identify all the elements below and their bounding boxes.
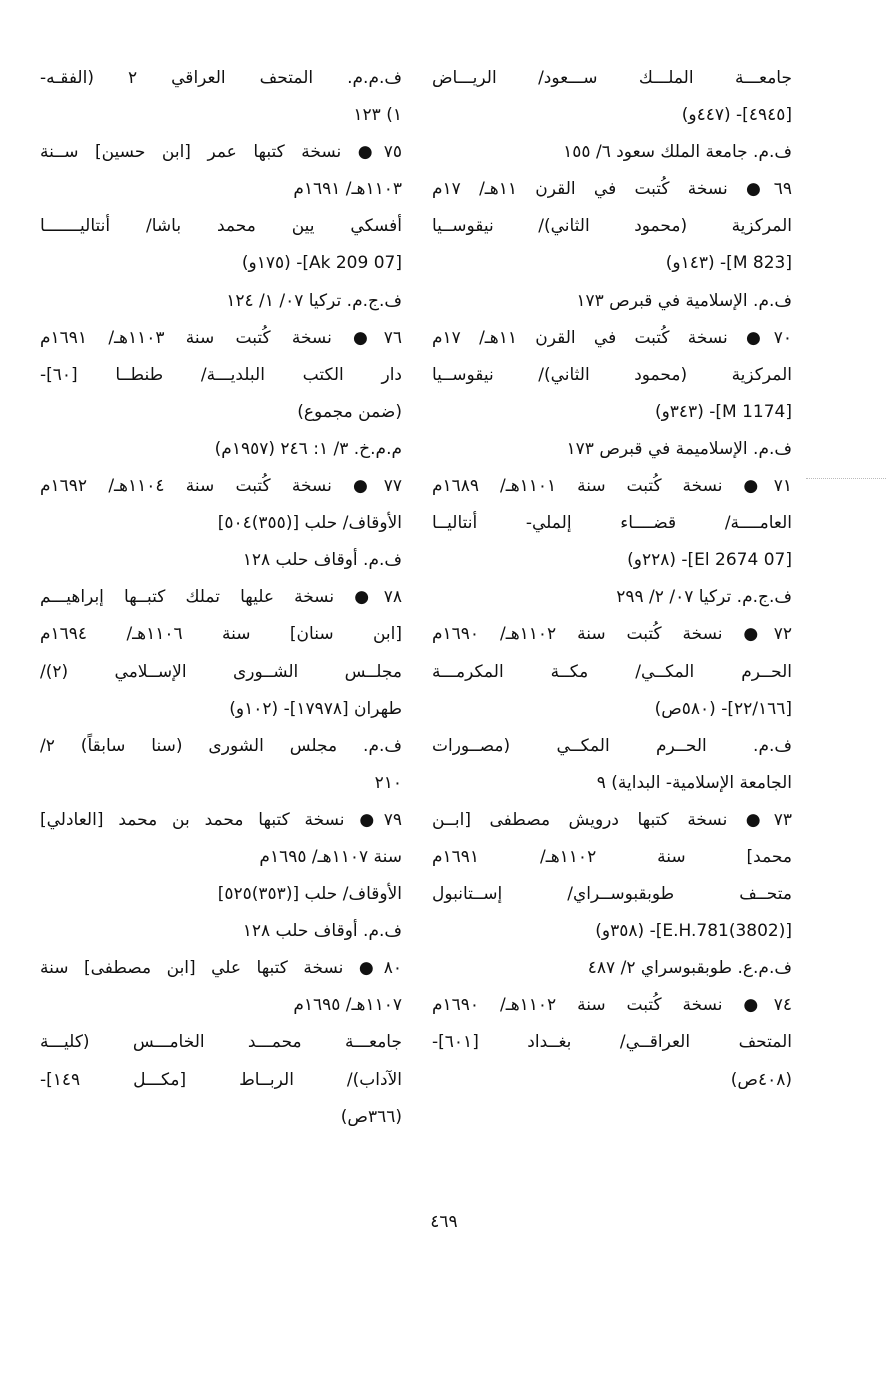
left-column-line: جامعـــة محمـــد الخامـــس (كليـــة	[40, 1032, 402, 1053]
right-column-line: ٦٩● نسخة كُتبت في القرن ١١هـ/ ١٧م	[432, 179, 793, 200]
right-column-line: ٧٤● نسخة كُتبت سنة ١١٠٢هـ/ ١٦٩٠م	[432, 995, 792, 1016]
left-column-line: سنة ١١٠٧هـ/ ١٦٩٥م	[259, 846, 402, 867]
right-column-line: محمد] سنة ١١٠٢هـ/ ١٦٩١م	[432, 846, 793, 867]
right-column-line: [٢٢/١٦٦]- (٥٨٠ص)	[654, 698, 792, 719]
right-column-line: الجامعة الإسلامية- البداية) ٩	[596, 772, 792, 793]
right-column-line: متحــف طوبقبوســراي/ إســتانبول	[432, 884, 792, 905]
right-column-line: جامعـــة الملـــك ســـعود/ الريـــاض	[432, 68, 792, 88]
left-column-line: ٨٠● نسخة كتبها علي [ابن مصطفى] سنة	[40, 958, 402, 979]
left-column-line: ف.م. مجلس الشورى (سنا سابقاً) ٢/	[40, 735, 402, 756]
right-column-line: ف.ج.م. تركيا ٠٧/ ٢/ ٢٩٩	[616, 587, 792, 608]
right-column-line: ٧٠● نسخة كُتبت في القرن ١١هـ/ ١٧م	[432, 327, 793, 348]
left-column-line: ٧٧● نسخة كُتبت سنة ١١٠٤هـ/ ١٦٩٢م	[40, 476, 403, 497]
left-column-line: ف.م.م. المتحف العراقي ٢ (الفقـه-	[40, 68, 402, 88]
left-column-line: (٣٦٦ص)	[340, 1106, 402, 1127]
left-column-line: ١١٠٧هـ/ ١٦٩٥م	[293, 995, 402, 1016]
right-column-line: الحــرم المكــي/ مكــة المكرمـــة	[432, 661, 792, 682]
left-column-line: ١) ١٢٣	[353, 105, 402, 126]
left-column-line: [07 Ak 209]- (١٧٥و)	[241, 253, 402, 274]
left-column-line: [ابن سنان] سنة ١١٠٦هـ/ ١٦٩٤م	[40, 624, 402, 645]
left-column	[40, 60, 402, 1136]
right-column-line: [07 El 2674]- (٢٢٨و)	[627, 550, 792, 571]
right-column-line: ف.م. الإسلامية في قبرص ١٧٣	[576, 290, 792, 311]
right-column-line: ف.م.ع. طوبقبوسراي ٢/ ٤٨٧	[587, 958, 792, 979]
right-column-line: [(3802)E.H.781]- (٣٥٨و)	[595, 921, 792, 942]
left-column-line: دار الكتب البلديـــة/ طنطــا [٦٠]-	[40, 364, 402, 385]
left-column-line: أفسكي يين محمد باشا/ أنتاليـــــــا	[40, 216, 402, 237]
right-column-line: المركزية (محمود الثاني)/ نيقوســيا	[432, 364, 792, 385]
left-column-line: (ضمن مجموع)	[297, 401, 402, 422]
right-column-line: [M 1174]- (٣٤٣و)	[654, 401, 792, 422]
right-column-line: (٤٠٨ص)	[730, 1069, 792, 1090]
right-column-line: ٧٣● نسخة كتبها درويش مصطفى [ابــن	[432, 809, 792, 830]
left-column-line: ٧٨● نسخة عليها تملك كتبــها إبراهيـــم	[40, 587, 402, 608]
left-column-line: ف.م. أوقاف حلب ١٢٨	[242, 550, 402, 571]
left-column-line: م.م.خ. ٣/ ١: ٢٤٦ (١٩٥٧م)	[214, 438, 402, 459]
right-column-line: المركزية (محمود الثاني)/ نيقوســيا	[432, 216, 792, 237]
left-column-line: ٧٦● نسخة كُتبت سنة ١١٠٣هـ/ ١٦٩١م	[40, 327, 403, 348]
right-column-line: ٧١● نسخة كُتبت سنة ١١٠١هـ/ ١٦٨٩م	[432, 476, 792, 497]
right-column-line: ف.م. الحــرم المكــي (مصــورات	[432, 735, 792, 756]
left-column-line: مجلــس الشــورى الإســلامي (٢)/	[40, 661, 402, 682]
page-number: ٤٦٩	[430, 1212, 458, 1232]
left-column-line: ٢١٠	[374, 772, 402, 793]
left-column-line: ٧٥● نسخة كتبها عمر [ابن حسين] ســنة	[40, 142, 402, 163]
right-column-line: [٤٩٤٥]- (٤٤٧و)	[681, 105, 792, 126]
right-column-line: المتحف العراقــي/ بغــداد [٦٠١]-	[432, 1032, 792, 1053]
scan-dotted-line	[806, 478, 886, 479]
right-column-line: [M 823]- (١٤٣و)	[665, 253, 792, 274]
left-column-line: الأوقاف/ حلب [(٣٥٣)٥٢٥]	[217, 884, 402, 905]
right-column-line: ٧٢● نسخة كُتبت سنة ١١٠٢هـ/ ١٦٩٠م	[432, 624, 792, 645]
right-column-line: ف.م. جامعة الملك سعود ٦/ ١٥٥	[563, 142, 792, 163]
right-column-line: ف.م. الإسلاميمة في قبرص ١٧٣	[566, 438, 792, 459]
right-column	[432, 60, 792, 1099]
left-column-line: ف.ج.م. تركيا ٠٧/ ١/ ١٢٤	[226, 290, 402, 311]
left-column-line: ١١٠٣هـ/ ١٦٩١م	[293, 179, 402, 200]
left-column-line: الآداب)/ الربــاط [مكـــل ١٤٩]-	[40, 1069, 402, 1090]
left-column-line: ٧٩● نسخة كتبها محمد بن محمد [العادلي]	[40, 809, 402, 830]
left-column-line: ف.م. أوقاف حلب ١٢٨	[242, 921, 402, 942]
left-column-line: طهران [١٧٩٧٨]- (١٠٢و)	[229, 698, 402, 719]
left-column-line: الأوقاف/ حلب [(٣٥٥)٥٠٤]	[217, 513, 402, 534]
right-column-line: العامــــة/ قضــــاء إلملي- أنتاليــا	[432, 513, 792, 534]
